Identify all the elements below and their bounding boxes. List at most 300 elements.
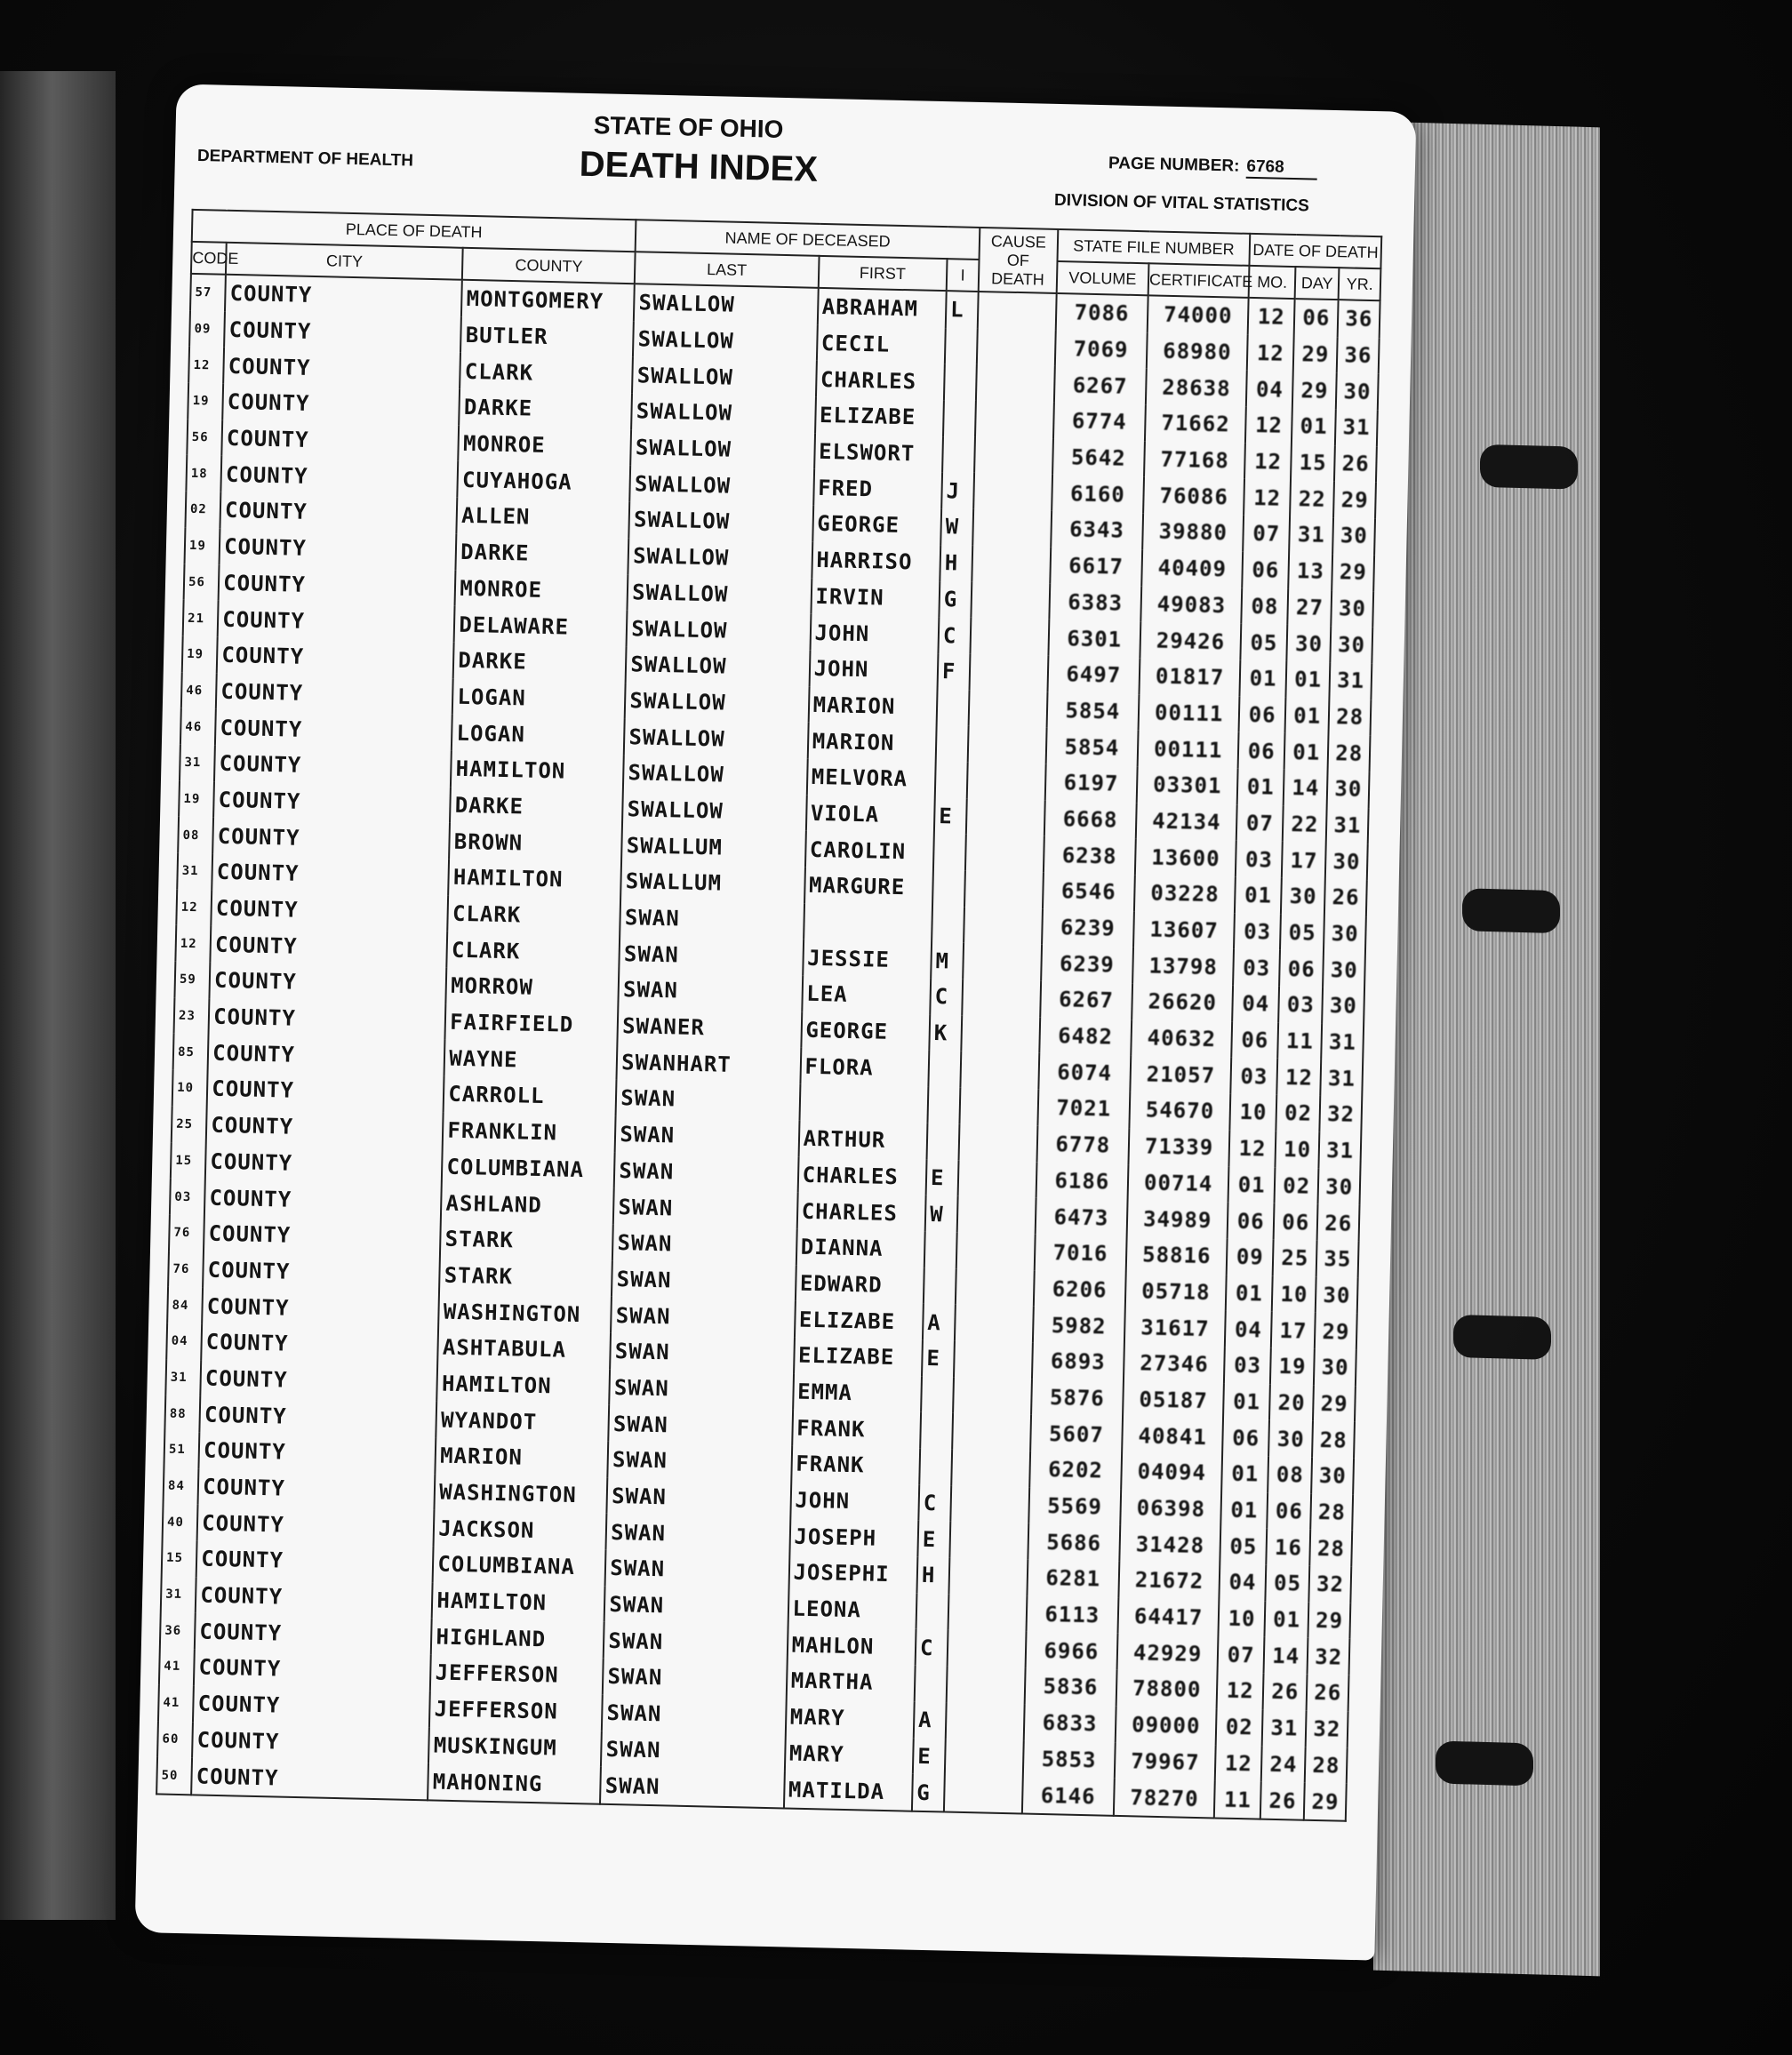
- row-cause: [978, 292, 1057, 331]
- row-last-name: SWALLOW: [632, 357, 816, 397]
- row-year: 30: [1314, 1349, 1356, 1387]
- row-code: 84: [164, 1467, 199, 1505]
- row-day: 01: [1292, 408, 1336, 445]
- row-cause: [977, 329, 1056, 367]
- row-volume: 5876: [1031, 1379, 1124, 1417]
- row-year: 36: [1338, 300, 1380, 338]
- row-cause: [966, 798, 1045, 836]
- row-county: MORROW: [446, 968, 620, 1008]
- row-certificate: 09000: [1116, 1707, 1217, 1745]
- row-county: LOGAN: [452, 715, 625, 755]
- row-first-name: CECIL: [816, 325, 945, 364]
- row-day: 01: [1285, 661, 1330, 699]
- row-county: STARK: [440, 1220, 613, 1260]
- row-month: 10: [1219, 1600, 1265, 1637]
- row-month: 03: [1234, 913, 1280, 950]
- row-month: 04: [1246, 371, 1292, 408]
- row-month: 03: [1236, 841, 1282, 878]
- row-first-name: JOHN: [810, 614, 939, 653]
- row-initial: [924, 1232, 957, 1268]
- row-certificate: 40409: [1141, 549, 1243, 588]
- row-cause: [960, 1051, 1039, 1090]
- certificate-header: CERTIFICATE: [1148, 263, 1250, 298]
- row-initial: W: [925, 1195, 958, 1232]
- row-first-name: [804, 903, 932, 942]
- row-initial: [919, 1449, 952, 1485]
- row-volume: 6186: [1036, 1162, 1128, 1200]
- row-year: 31: [1321, 1059, 1363, 1097]
- name-of-deceased-header: NAME OF DECEASED: [636, 220, 980, 260]
- row-certificate: 13607: [1133, 911, 1235, 949]
- row-code: 19: [188, 383, 223, 420]
- row-first-name: MARION: [807, 723, 936, 762]
- row-code: 88: [164, 1395, 200, 1433]
- row-last-name: SWAN: [613, 1188, 797, 1228]
- row-first-name: JESSIE: [803, 940, 932, 979]
- row-day: 10: [1275, 1131, 1319, 1169]
- row-first-name: IRVIN: [811, 578, 940, 617]
- row-volume: 6197: [1045, 764, 1138, 803]
- row-last-name: SWAN: [604, 1622, 788, 1662]
- row-last-name: SWAN: [604, 1587, 788, 1627]
- row-code: 15: [171, 1142, 206, 1179]
- row-code: 56: [184, 564, 220, 601]
- row-county: JEFFERSON: [430, 1655, 604, 1695]
- row-year: 31: [1322, 1024, 1364, 1061]
- row-county: HAMILTON: [451, 751, 624, 791]
- row-volume: 6281: [1027, 1560, 1119, 1598]
- row-last-name: SWAN: [608, 1442, 792, 1482]
- row-last-name: SWAN: [614, 1152, 798, 1192]
- row-day: 05: [1265, 1565, 1309, 1603]
- page-number-value: 6768: [1246, 157, 1318, 180]
- row-first-name: DIANNA: [796, 1228, 924, 1267]
- row-first-name: MAHLON: [787, 1627, 916, 1666]
- row-certificate: 03301: [1137, 766, 1238, 804]
- row-volume: 6546: [1043, 873, 1135, 911]
- row-code: 02: [185, 492, 220, 529]
- row-city: COUNTY: [214, 746, 452, 788]
- row-volume: 6343: [1051, 511, 1143, 549]
- row-certificate: 34989: [1127, 1200, 1228, 1238]
- division-label: DIVISION OF VITAL STATISTICS: [1053, 190, 1310, 216]
- row-city: COUNTY: [193, 1685, 430, 1727]
- row-last-name: SWALLOW: [629, 501, 813, 541]
- row-code: 21: [183, 600, 219, 637]
- row-code: 03: [170, 1179, 205, 1216]
- row-county: COLUMBIANA: [442, 1148, 615, 1188]
- row-year: 31: [1319, 1132, 1361, 1170]
- row-year: 28: [1328, 734, 1370, 772]
- row-code: 25: [172, 1106, 207, 1143]
- row-day: 26: [1263, 1674, 1308, 1711]
- row-volume: 5854: [1045, 728, 1138, 766]
- row-code: 41: [159, 1649, 195, 1686]
- row-county: BUTLER: [460, 316, 634, 356]
- row-code: 36: [160, 1612, 196, 1650]
- row-cause: [949, 1558, 1028, 1596]
- row-year: 28: [1310, 1530, 1352, 1567]
- row-volume: 7069: [1055, 331, 1148, 369]
- row-volume: 6202: [1029, 1451, 1122, 1490]
- row-day: 30: [1286, 625, 1331, 662]
- row-code: 31: [165, 1359, 201, 1396]
- row-day: 31: [1262, 1709, 1307, 1747]
- row-year: 32: [1320, 1096, 1362, 1133]
- row-certificate: 54670: [1129, 1091, 1230, 1130]
- row-cause: [960, 1088, 1039, 1126]
- row-certificate: 40632: [1131, 1020, 1232, 1058]
- row-code: 15: [162, 1540, 197, 1578]
- ledger-page: [135, 84, 1417, 1960]
- row-first-name: VIOLA: [805, 795, 934, 834]
- row-last-name: SWAN: [601, 1731, 785, 1771]
- row-county: LOGAN: [452, 678, 626, 718]
- row-last-name: SWAN: [619, 972, 803, 1012]
- page-number: [1108, 154, 1318, 180]
- row-city: COUNTY: [221, 420, 459, 461]
- row-day: 14: [1263, 1637, 1308, 1675]
- row-year: 30: [1324, 916, 1365, 953]
- row-cause: [965, 835, 1044, 873]
- month-header: MO.: [1249, 266, 1295, 299]
- row-day: 22: [1290, 480, 1334, 517]
- row-county: MAHONING: [428, 1763, 601, 1804]
- row-city: COUNTY: [218, 601, 455, 643]
- row-initial: [916, 1594, 949, 1630]
- row-city: COUNTY: [201, 1323, 438, 1365]
- row-first-name: CHARLES: [816, 361, 945, 400]
- county-header: COUNTY: [462, 248, 636, 284]
- row-month: 12: [1245, 407, 1292, 444]
- row-code: 31: [180, 745, 215, 782]
- row-month: 07: [1218, 1636, 1264, 1674]
- row-initial: [944, 364, 977, 401]
- row-city: COUNTY: [212, 818, 450, 860]
- row-year: 31: [1330, 662, 1372, 700]
- row-volume: 6383: [1049, 583, 1141, 621]
- row-first-name: MELVORA: [806, 759, 935, 798]
- row-year: 29: [1308, 1603, 1350, 1640]
- row-city: COUNTY: [215, 709, 452, 751]
- row-first-name: ELSWORT: [814, 434, 943, 473]
- row-county: WYANDOT: [436, 1402, 610, 1442]
- row-county: CLARK: [447, 932, 620, 972]
- row-day: 10: [1272, 1275, 1316, 1313]
- row-cause: [974, 437, 1053, 476]
- row-initial: L: [946, 291, 979, 328]
- row-city: COUNTY: [204, 1179, 442, 1221]
- row-county: MONROE: [459, 425, 632, 465]
- row-initial: [932, 870, 965, 907]
- row-certificate: 13798: [1132, 947, 1234, 985]
- row-initial: E: [917, 1521, 950, 1557]
- row-city: COUNTY: [212, 854, 449, 896]
- row-volume: 5686: [1028, 1523, 1120, 1562]
- row-year: 30: [1316, 1276, 1357, 1314]
- row-first-name: JOSEPHI: [788, 1555, 917, 1594]
- row-day: 31: [1289, 516, 1333, 554]
- row-last-name: SWALLOW: [633, 321, 817, 361]
- row-first-name: MARION: [808, 686, 937, 725]
- row-county: ASHLAND: [441, 1185, 614, 1225]
- row-city: COUNTY: [217, 637, 454, 679]
- row-day: 06: [1294, 299, 1339, 337]
- day-header: DAY: [1295, 267, 1340, 300]
- row-first-name: HARRISO: [812, 542, 940, 581]
- row-last-name: SWANHART: [617, 1043, 801, 1083]
- row-certificate: 26620: [1132, 983, 1233, 1021]
- row-volume: 6473: [1035, 1198, 1127, 1236]
- row-month: 12: [1244, 479, 1290, 516]
- row-city: COUNTY: [197, 1505, 435, 1547]
- row-year: 32: [1306, 1711, 1348, 1748]
- row-cause: [969, 690, 1048, 728]
- row-month: 12: [1244, 444, 1291, 481]
- row-city: COUNTY: [207, 1071, 444, 1113]
- row-certificate: 42134: [1136, 803, 1237, 841]
- row-certificate: 76086: [1143, 477, 1244, 516]
- row-first-name: [799, 1084, 928, 1123]
- row-certificate: 64417: [1117, 1598, 1219, 1636]
- row-initial: [936, 725, 969, 762]
- row-initial: [937, 690, 970, 726]
- row-initial: G: [912, 1774, 945, 1811]
- row-last-name: SWAN: [612, 1225, 796, 1265]
- row-county: HIGHLAND: [431, 1619, 604, 1659]
- row-initial: E: [926, 1159, 959, 1195]
- row-code: 51: [164, 1432, 199, 1469]
- row-cause: [963, 943, 1042, 981]
- row-initial: E: [934, 798, 967, 835]
- row-year: 26: [1307, 1675, 1348, 1712]
- row-cause: [971, 618, 1050, 656]
- row-first-name: ABRAHAM: [817, 288, 946, 328]
- row-volume: 6617: [1050, 548, 1142, 586]
- row-last-name: SWALLOW: [630, 466, 814, 506]
- row-first-name: GEORGE: [801, 1012, 930, 1051]
- row-volume: 6833: [1024, 1704, 1116, 1742]
- row-day: 01: [1284, 697, 1329, 734]
- row-certificate: 79967: [1115, 1742, 1216, 1780]
- row-county: CLARK: [448, 895, 621, 935]
- row-last-name: SWAN: [607, 1478, 791, 1518]
- row-county: WASHINGTON: [435, 1474, 608, 1514]
- row-cause: [972, 509, 1052, 548]
- row-cause: [964, 907, 1043, 945]
- row-code: 76: [168, 1251, 204, 1288]
- row-day: 17: [1282, 842, 1326, 879]
- row-county: COLUMBIANA: [433, 1546, 606, 1586]
- row-certificate: 78270: [1114, 1779, 1215, 1818]
- row-last-name: SWAN: [612, 1260, 796, 1300]
- row-code: 12: [175, 925, 211, 963]
- row-city: COUNTY: [202, 1288, 439, 1330]
- row-volume: 6301: [1048, 620, 1140, 658]
- row-initial: W: [940, 508, 973, 545]
- row-first-name: CHARLES: [796, 1193, 925, 1232]
- row-cause: [971, 581, 1050, 620]
- row-county: HAMILTON: [437, 1365, 611, 1405]
- row-last-name: SWALLOW: [634, 284, 818, 324]
- binder-tab: [1453, 1315, 1551, 1360]
- row-city: COUNTY: [203, 1251, 440, 1293]
- row-certificate: 27346: [1124, 1345, 1225, 1383]
- row-city: COUNTY: [220, 528, 457, 570]
- row-volume: 6668: [1044, 800, 1137, 838]
- row-volume: 6267: [1054, 366, 1147, 404]
- row-last-name: SWALLUM: [621, 827, 805, 867]
- row-city: COUNTY: [195, 1613, 432, 1655]
- row-county: CUYAHOGA: [458, 461, 631, 501]
- row-cause: [954, 1341, 1033, 1379]
- row-volume: 5854: [1046, 692, 1139, 730]
- row-first-name: ELIZABE: [794, 1338, 923, 1377]
- row-code: 10: [172, 1070, 208, 1107]
- row-city: COUNTY: [194, 1649, 431, 1691]
- row-city: COUNTY: [211, 926, 448, 968]
- row-code: 85: [173, 1034, 209, 1071]
- row-last-name: SWALLOW: [630, 429, 814, 469]
- row-last-name: SWAN: [602, 1695, 786, 1735]
- row-code: 50: [156, 1757, 192, 1795]
- row-initial: [924, 1267, 956, 1304]
- row-last-name: SWAN: [615, 1116, 799, 1156]
- row-year: 26: [1317, 1204, 1359, 1242]
- row-county: CARROLL: [444, 1076, 617, 1116]
- row-month: 03: [1233, 949, 1279, 987]
- row-initial: [915, 1666, 948, 1702]
- row-city: COUNTY: [208, 1035, 445, 1076]
- row-initial: H: [940, 545, 972, 581]
- row-code: 46: [180, 708, 216, 746]
- row-certificate: 31428: [1119, 1525, 1220, 1563]
- row-first-name: FRANK: [791, 1446, 920, 1485]
- row-volume: 5853: [1023, 1740, 1116, 1779]
- row-city: COUNTY: [224, 311, 461, 353]
- row-initial: [935, 762, 968, 798]
- row-city: COUNTY: [225, 275, 462, 317]
- row-volume: 7086: [1056, 293, 1148, 332]
- row-cause: [964, 871, 1044, 909]
- row-month: 01: [1228, 1166, 1275, 1203]
- row-year: 28: [1329, 699, 1371, 736]
- first-header: FIRST: [818, 256, 947, 291]
- row-code: 60: [157, 1721, 193, 1758]
- row-last-name: SWAN: [603, 1659, 787, 1699]
- row-city: COUNTY: [223, 348, 460, 389]
- row-cause: [976, 364, 1055, 403]
- row-certificate: 04094: [1121, 1453, 1222, 1491]
- row-certificate: 03228: [1134, 875, 1236, 913]
- row-day: 13: [1288, 553, 1332, 590]
- row-last-name: SWAN: [606, 1514, 790, 1554]
- row-code: 40: [163, 1504, 198, 1541]
- row-volume: 6778: [1036, 1126, 1129, 1164]
- row-cause: [948, 1630, 1027, 1668]
- row-cause: [973, 473, 1052, 511]
- row-month: 07: [1244, 516, 1290, 553]
- row-day: 02: [1274, 1167, 1318, 1204]
- row-initial: E: [913, 1738, 946, 1774]
- row-county: JEFFERSON: [429, 1691, 603, 1731]
- row-year: 36: [1337, 337, 1379, 374]
- row-cause: [950, 1485, 1029, 1523]
- row-year: 32: [1309, 1566, 1351, 1603]
- row-cause: [956, 1233, 1036, 1271]
- row-first-name: LEONA: [788, 1590, 916, 1629]
- page-number-label: PAGE NUMBER:: [1108, 154, 1240, 176]
- row-city: COUNTY: [192, 1722, 429, 1763]
- row-year: 26: [1334, 445, 1376, 483]
- row-last-name: SWALLOW: [623, 755, 807, 795]
- row-county: MARION: [436, 1437, 609, 1477]
- row-day: 06: [1274, 1203, 1318, 1241]
- row-first-name: JOSEPH: [789, 1518, 918, 1557]
- row-cause: [968, 726, 1047, 764]
- row-month: 12: [1217, 1673, 1263, 1710]
- row-day: 02: [1276, 1095, 1320, 1132]
- row-certificate: 05718: [1125, 1273, 1227, 1311]
- row-code: 57: [190, 274, 226, 312]
- row-code: 31: [177, 853, 212, 891]
- row-certificate: 71662: [1145, 404, 1246, 443]
- row-month: 01: [1223, 1383, 1269, 1420]
- row-month: 12: [1229, 1130, 1276, 1167]
- row-cause: [972, 546, 1051, 584]
- row-city: COUNTY: [196, 1540, 434, 1582]
- row-cause: [958, 1160, 1037, 1198]
- row-last-name: SWAN: [620, 900, 804, 940]
- row-day: 03: [1278, 987, 1323, 1024]
- row-month: 05: [1241, 624, 1287, 661]
- row-day: 19: [1270, 1348, 1315, 1386]
- row-day: 16: [1266, 1529, 1310, 1566]
- row-first-name: JOHN: [790, 1482, 919, 1521]
- row-city: COUNTY: [199, 1432, 436, 1474]
- row-month: 09: [1227, 1238, 1273, 1275]
- row-certificate: 71339: [1128, 1128, 1229, 1166]
- row-cause: [959, 1124, 1038, 1163]
- row-certificate: 78800: [1116, 1670, 1218, 1708]
- row-month: 06: [1232, 1021, 1278, 1059]
- row-certificate: 21672: [1118, 1562, 1220, 1600]
- row-last-name: SWALLUM: [620, 863, 804, 903]
- row-volume: 7016: [1035, 1235, 1127, 1273]
- row-month: 10: [1230, 1094, 1276, 1131]
- row-cause: [975, 401, 1054, 439]
- row-certificate: 39880: [1142, 513, 1244, 551]
- row-last-name: SWALLOW: [626, 646, 810, 686]
- row-county: WAYNE: [444, 1040, 618, 1080]
- row-initial: [942, 436, 975, 473]
- row-cause: [961, 1016, 1040, 1054]
- row-initial: [933, 834, 966, 870]
- row-month: 03: [1231, 1058, 1277, 1095]
- row-cause: [948, 1594, 1028, 1632]
- row-year: 35: [1316, 1241, 1358, 1278]
- row-city: COUNTY: [219, 564, 456, 606]
- row-certificate: 49083: [1140, 586, 1242, 624]
- row-county: DARKE: [450, 787, 623, 827]
- row-day: 26: [1260, 1782, 1305, 1820]
- cause-of-death-header: CAUSE OF DEATH: [979, 228, 1058, 293]
- row-year: 29: [1304, 1783, 1346, 1821]
- row-certificate: 06398: [1120, 1490, 1221, 1528]
- row-code: 84: [167, 1287, 203, 1324]
- row-first-name: FLORA: [800, 1048, 929, 1087]
- row-cause: [949, 1522, 1028, 1560]
